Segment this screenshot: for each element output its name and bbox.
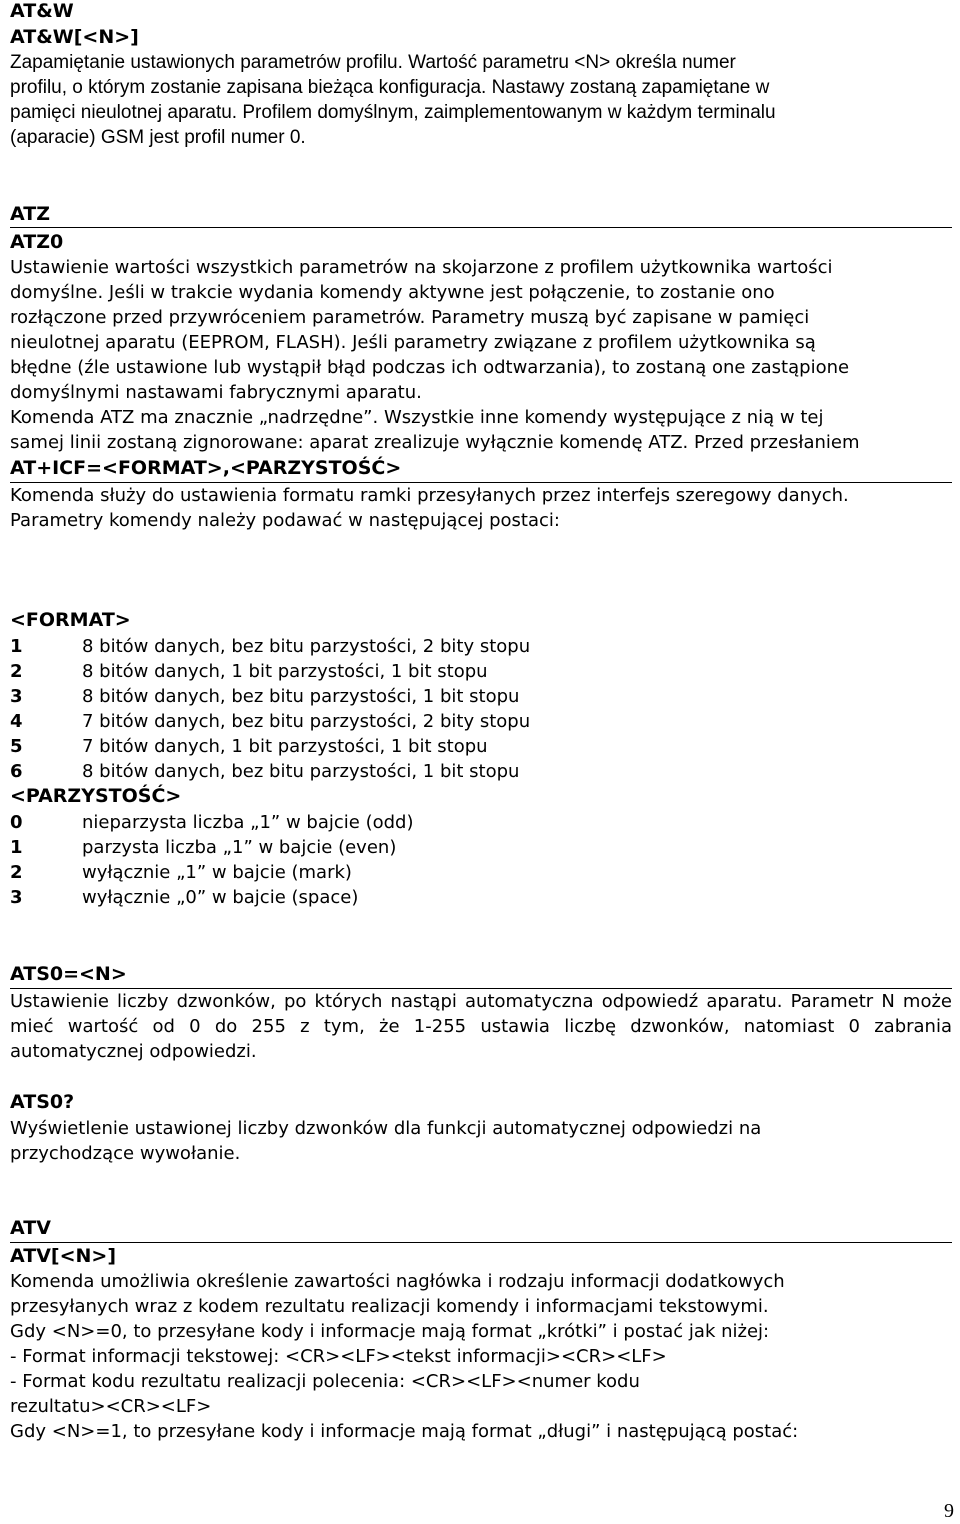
- format-row-text: 8 bitów danych, bez bitu parzystości, 2 bity stopu: [82, 636, 531, 657]
- atz-line-5: błędne (źle ustawione lub wystąpił błąd podczas ich odtwarzania), to zostaną one zastąpione: [10, 357, 850, 378]
- atz-line-8: samej linii zostaną zignorowane: aparat zrealizuje wyłącznie komendę ATZ. Przed przesłaniem: [10, 432, 860, 453]
- format-row: [10, 734, 488, 759]
- parity-row: [10, 810, 413, 835]
- format-row-num: 6: [10, 761, 23, 782]
- atz-line-4: nieulotnej aparatu (EEPROM, FLASH). Jeśli parametry związane z profilem użytkownika są: [10, 332, 816, 353]
- page-number: 9: [944, 1500, 954, 1522]
- atv-line-1: Komenda umożliwia określenie zawartości nagłówka i rodzaju informacji dodatkowych: [10, 1271, 785, 1292]
- atz-syntax: ATZ0: [10, 231, 64, 253]
- icf-line-1: Komenda służy do ustawienia formatu ramki przesyłanych przez interfejs szeregowy danych.: [10, 485, 849, 506]
- parity-row-text: nieparzysta liczba „1” w bajcie (odd): [82, 812, 414, 833]
- atw-line-4: (aparacie) GSM jest profil numer 0.: [10, 127, 306, 148]
- icf-heading: AT+ICF=<FORMAT>,<PARZYSTOŚĆ>: [10, 457, 402, 479]
- atz-line-1: Ustawienie wartości wszystkich parametrów na skojarzone z profilem użytkownika wartości: [10, 257, 833, 278]
- format-row-num: 5: [10, 736, 23, 757]
- atv-line-2: przesyłanych wraz z kodem rezultatu realizacji komendy i informacjami tekstowymi.: [10, 1296, 769, 1317]
- atw-line-1: Zapamiętanie ustawionych parametrów profilu. Wartość parametru <N> określa numer: [10, 52, 736, 73]
- atz-heading-rule: [10, 227, 952, 228]
- parity-row-text: parzysta liczba „1” w bajcie (even): [82, 837, 397, 858]
- atv-line-4: - Format informacji tekstowej: <CR><LF><tekst informacji><CR><LF>: [10, 1346, 667, 1367]
- ats0-query-heading: ATS0?: [10, 1091, 75, 1113]
- parity-row-num: 2: [10, 862, 23, 883]
- parity-heading: <PARZYSTOŚĆ>: [10, 785, 182, 807]
- atv-heading: ATV: [10, 1217, 51, 1239]
- parity-row: [10, 835, 396, 860]
- parity-row-text: wyłącznie „1” w bajcie (mark): [82, 862, 352, 883]
- ats0-query-line-1: Wyświetlenie ustawionej liczby dzwonków dla funkcji automatycznej odpowiedzi na: [10, 1118, 762, 1139]
- format-row-text: 7 bitów danych, bez bitu parzystości, 2 bity stopu: [82, 711, 531, 732]
- format-row-text: 8 bitów danych, 1 bit parzystości, 1 bit stopu: [82, 661, 488, 682]
- ats0-line-1: Ustawienie liczby dzwonków, po których nastąpi automatyczna odpowiedź aparatu. Parametr N może: [10, 991, 952, 1012]
- ats0-query-line-2: przychodzące wywołanie.: [10, 1143, 241, 1164]
- format-row-num: 3: [10, 686, 23, 707]
- format-heading: <FORMAT>: [10, 609, 131, 631]
- atv-heading-rule: [10, 1242, 952, 1243]
- atz-line-6: domyślnymi nastawami fabrycznymi aparatu.: [10, 382, 422, 403]
- format-row-num: 1: [10, 636, 23, 657]
- format-row: [10, 659, 488, 684]
- atv-line-7: Gdy <N>=1, to przesyłane kody i informacje mają format „długi” i następującą postać:: [10, 1421, 799, 1442]
- atw-line-2: profilu, o którym zostanie zapisana bieżąca konfiguracja. Nastawy zostaną zapamiętane w: [10, 77, 770, 98]
- atz-line-3: rozłączone przed przywróceniem parametrów. Parametry muszą być zapisane w pamięci: [10, 307, 810, 328]
- format-row-text: 8 bitów danych, bez bitu parzystości, 1 bit stopu: [82, 686, 520, 707]
- format-row-num: 4: [10, 711, 23, 732]
- atz-heading: ATZ: [10, 203, 50, 225]
- parity-row-num: 0: [10, 812, 23, 833]
- atw-syntax: AT&W[<N>]: [10, 26, 139, 48]
- atz-line-7: Komenda ATZ ma znacznie „nadrzędne”. Wszystkie inne komendy występujące z nią w tej: [10, 407, 824, 428]
- ats0-line-3: automatycznej odpowiedzi.: [10, 1041, 257, 1062]
- format-row-text: 7 bitów danych, 1 bit parzystości, 1 bit stopu: [82, 736, 488, 757]
- parity-row-text: wyłącznie „0” w bajcie (space): [82, 887, 359, 908]
- parity-row-num: 3: [10, 887, 23, 908]
- parity-row: [10, 885, 358, 910]
- icf-line-2: Parametry komendy należy podawać w następującej postaci:: [10, 510, 560, 531]
- ats0-line-2: mieć wartość od 0 do 255 z tym, że 1-255 ustawia liczbę dzwonków, natomiast 0 zabrania: [10, 1016, 952, 1037]
- format-row: [10, 684, 519, 709]
- atz-line-2: domyślne. Jeśli w trakcie wydania komendy aktywne jest połączenie, to zostanie ono: [10, 282, 775, 303]
- parity-row: [10, 860, 352, 885]
- atv-syntax: ATV[<N>]: [10, 1245, 117, 1267]
- atv-line-6: rezultatu><CR><LF>: [10, 1396, 212, 1417]
- format-row-text: 8 bitów danych, bez bitu parzystości, 1 bit stopu: [82, 761, 520, 782]
- format-row-num: 2: [10, 661, 23, 682]
- atv-line-5: - Format kodu rezultatu realizacji polecenia: <CR><LF><numer kodu: [10, 1371, 640, 1392]
- parity-row-num: 1: [10, 837, 23, 858]
- atw-heading: AT&W: [10, 0, 74, 22]
- ats0-heading: ATS0=<N>: [10, 963, 127, 985]
- atv-line-3: Gdy <N>=0, to przesyłane kody i informacje mają format „krótki” i postać jak niżej:: [10, 1321, 770, 1342]
- format-row: [10, 634, 530, 659]
- format-row: [10, 709, 530, 734]
- format-row: [10, 759, 519, 784]
- atw-line-3: pamięci nieulotnej aparatu. Profilem domyślnym, zaimplementowanym w każdym terminalu: [10, 102, 776, 123]
